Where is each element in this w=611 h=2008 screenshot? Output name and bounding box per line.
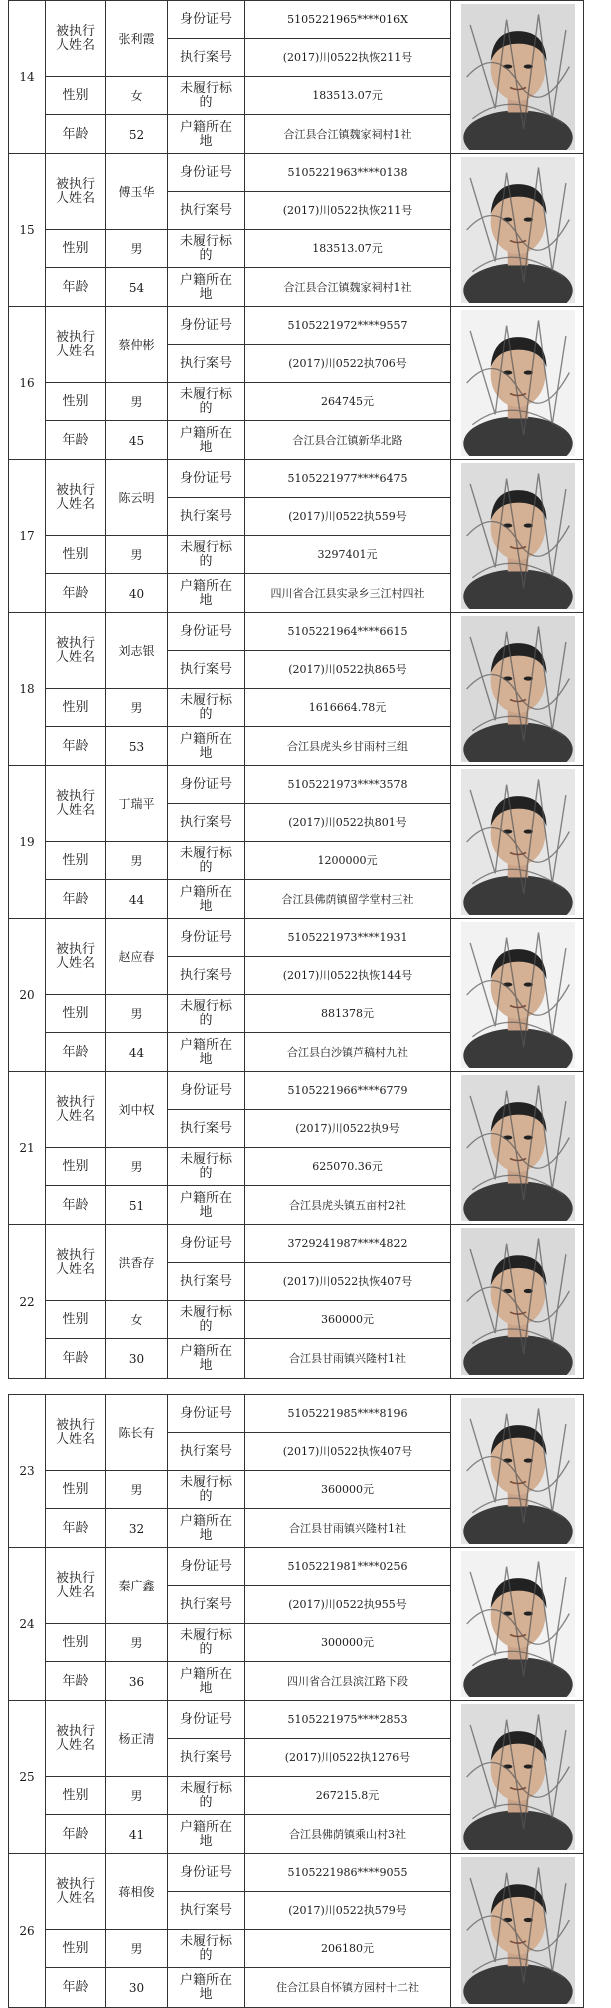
record-number: 21	[9, 1072, 46, 1224]
age-label: 年龄	[46, 727, 106, 766]
age-label: 年龄	[46, 1033, 106, 1072]
gender-value: 男	[106, 1471, 168, 1509]
photo-cell	[451, 460, 585, 612]
name-label: 被执行人姓名	[46, 154, 106, 230]
id-label: 身份证号	[168, 1548, 245, 1586]
amount-value: 1616664.78元	[245, 689, 451, 727]
record-number: 17	[9, 460, 46, 612]
case-value: (2017)川0522执579号	[245, 1892, 451, 1930]
gender-label: 性别	[46, 1301, 106, 1339]
address-value: 合江县虎头镇五亩村2社	[245, 1186, 451, 1225]
record-number: 26	[9, 1854, 46, 2007]
address-label: 户籍所在地	[168, 115, 245, 154]
id-label: 身份证号	[168, 154, 245, 192]
photo-cell	[451, 1701, 585, 1853]
address-value: 合江县甘雨镇兴隆村1社	[245, 1339, 451, 1378]
address-label: 户籍所在地	[168, 1968, 245, 2007]
case-value: (2017)川0522执955号	[245, 1586, 451, 1624]
case-label: 执行案号	[168, 498, 245, 536]
address-label: 户籍所在地	[168, 268, 245, 307]
address-value: 四川省合江县实录乡三江村四社	[245, 574, 451, 613]
id-value: 3729241987****4822	[245, 1225, 451, 1263]
photo-cell	[451, 766, 585, 918]
records-table-1	[8, 0, 584, 1379]
record-number: 18	[9, 613, 46, 765]
gender-value: 男	[106, 1624, 168, 1662]
photo-cell	[451, 1072, 585, 1224]
case-label: 执行案号	[168, 39, 245, 77]
case-label: 执行案号	[168, 1263, 245, 1301]
name-value: 洪香存	[106, 1225, 168, 1301]
photo-cell	[451, 307, 585, 459]
address-value: 合江县佛荫镇乘山村3社	[245, 1815, 451, 1854]
amount-label: 未履行标的	[168, 1930, 245, 1968]
amount-label: 未履行标的	[168, 536, 245, 574]
age-value: 32	[106, 1509, 168, 1548]
record-row	[9, 1854, 583, 2007]
portrait-photo	[461, 1075, 575, 1221]
gender-label: 性别	[46, 689, 106, 727]
age-label: 年龄	[46, 880, 106, 919]
gender-value: 男	[106, 1148, 168, 1186]
gender-label: 性别	[46, 1624, 106, 1662]
gender-value: 女	[106, 77, 168, 115]
gender-value: 男	[106, 1930, 168, 1968]
name-label: 被执行人姓名	[46, 766, 106, 842]
gender-label: 性别	[46, 1777, 106, 1815]
name-value: 秦广鑫	[106, 1548, 168, 1624]
portrait-photo	[461, 157, 575, 303]
age-label: 年龄	[46, 1509, 106, 1548]
amount-label: 未履行标的	[168, 842, 245, 880]
amount-label: 未履行标的	[168, 1471, 245, 1509]
gender-label: 性别	[46, 536, 106, 574]
photo-cell	[451, 1395, 585, 1547]
case-label: 执行案号	[168, 651, 245, 689]
name-value: 赵应春	[106, 919, 168, 995]
gender-value: 男	[106, 689, 168, 727]
amount-label: 未履行标的	[168, 230, 245, 268]
age-value: 45	[106, 421, 168, 460]
record-row	[9, 1548, 583, 1701]
gender-label: 性别	[46, 77, 106, 115]
address-value: 合江县甘雨镇兴隆村1社	[245, 1509, 451, 1548]
portrait-photo	[461, 463, 575, 609]
id-label: 身份证号	[168, 1701, 245, 1739]
address-label: 户籍所在地	[168, 574, 245, 613]
id-label: 身份证号	[168, 1225, 245, 1263]
address-label: 户籍所在地	[168, 1339, 245, 1378]
id-value: 5105221977****6475	[245, 460, 451, 498]
id-value: 5105221986****9055	[245, 1854, 451, 1892]
amount-label: 未履行标的	[168, 77, 245, 115]
amount-value: 183513.07元	[245, 230, 451, 268]
amount-value: 206180元	[245, 1930, 451, 1968]
age-label: 年龄	[46, 1815, 106, 1854]
name-label: 被执行人姓名	[46, 613, 106, 689]
id-value: 5105221973****3578	[245, 766, 451, 804]
id-label: 身份证号	[168, 613, 245, 651]
photo-cell	[451, 1854, 585, 2007]
id-value: 5105221966****6779	[245, 1072, 451, 1110]
id-label: 身份证号	[168, 460, 245, 498]
name-value: 杨正清	[106, 1701, 168, 1777]
address-label: 户籍所在地	[168, 1815, 245, 1854]
portrait-photo	[461, 769, 575, 915]
age-value: 51	[106, 1186, 168, 1225]
record-number: 16	[9, 307, 46, 459]
record-row	[9, 1395, 583, 1548]
age-value: 30	[106, 1968, 168, 2007]
record-row	[9, 1701, 583, 1854]
gender-label: 性别	[46, 995, 106, 1033]
portrait-photo	[461, 616, 575, 762]
age-value: 44	[106, 880, 168, 919]
id-label: 身份证号	[168, 766, 245, 804]
portrait-photo	[461, 1228, 575, 1375]
record-row	[9, 613, 583, 766]
amount-label: 未履行标的	[168, 383, 245, 421]
name-label: 被执行人姓名	[46, 1225, 106, 1301]
record-number: 24	[9, 1548, 46, 1700]
address-label: 户籍所在地	[168, 1033, 245, 1072]
amount-value: 360000元	[245, 1301, 451, 1339]
amount-value: 1200000元	[245, 842, 451, 880]
name-value: 丁瑞平	[106, 766, 168, 842]
id-value: 5105221985****8196	[245, 1395, 451, 1433]
portrait-photo	[461, 1551, 575, 1697]
photo-cell	[451, 919, 585, 1071]
name-label: 被执行人姓名	[46, 460, 106, 536]
gender-label: 性别	[46, 383, 106, 421]
case-label: 执行案号	[168, 957, 245, 995]
age-value: 36	[106, 1662, 168, 1701]
case-label: 执行案号	[168, 192, 245, 230]
gender-label: 性别	[46, 1930, 106, 1968]
name-label: 被执行人姓名	[46, 919, 106, 995]
age-label: 年龄	[46, 1186, 106, 1225]
age-value: 44	[106, 1033, 168, 1072]
case-value: (2017)川0522执1276号	[245, 1739, 451, 1777]
amount-value: 360000元	[245, 1471, 451, 1509]
case-label: 执行案号	[168, 1586, 245, 1624]
case-value: (2017)川0522执9号	[245, 1110, 451, 1148]
amount-label: 未履行标的	[168, 689, 245, 727]
gender-label: 性别	[46, 1148, 106, 1186]
photo-cell	[451, 1, 585, 153]
photo-cell	[451, 1225, 585, 1378]
record-row	[9, 766, 583, 919]
name-value: 刘志银	[106, 613, 168, 689]
age-label: 年龄	[46, 115, 106, 154]
amount-value: 267215.8元	[245, 1777, 451, 1815]
amount-label: 未履行标的	[168, 1148, 245, 1186]
id-label: 身份证号	[168, 1395, 245, 1433]
name-value: 蒋相俊	[106, 1854, 168, 1930]
amount-value: 264745元	[245, 383, 451, 421]
portrait-photo	[461, 922, 575, 1068]
case-label: 执行案号	[168, 1433, 245, 1471]
address-value: 合江县虎头乡甘雨村三组	[245, 727, 451, 766]
amount-value: 625070.36元	[245, 1148, 451, 1186]
address-label: 户籍所在地	[168, 421, 245, 460]
case-label: 执行案号	[168, 1892, 245, 1930]
id-value: 5105221975****2853	[245, 1701, 451, 1739]
age-value: 30	[106, 1339, 168, 1378]
case-value: (2017)川0522执恢407号	[245, 1433, 451, 1471]
name-label: 被执行人姓名	[46, 1854, 106, 1930]
amount-value: 300000元	[245, 1624, 451, 1662]
portrait-photo	[461, 1704, 575, 1850]
age-value: 54	[106, 268, 168, 307]
name-value: 蔡仲彬	[106, 307, 168, 383]
id-value: 5105221972****9557	[245, 307, 451, 345]
gender-label: 性别	[46, 842, 106, 880]
record-number: 14	[9, 1, 46, 153]
address-label: 户籍所在地	[168, 1186, 245, 1225]
name-value: 刘中权	[106, 1072, 168, 1148]
name-value: 陈长有	[106, 1395, 168, 1471]
gender-value: 女	[106, 1301, 168, 1339]
id-label: 身份证号	[168, 1854, 245, 1892]
address-label: 户籍所在地	[168, 727, 245, 766]
case-value: (2017)川0522执恢144号	[245, 957, 451, 995]
portrait-photo	[461, 1857, 575, 2004]
photo-cell	[451, 154, 585, 306]
name-label: 被执行人姓名	[46, 1548, 106, 1624]
case-value: (2017)川0522执706号	[245, 345, 451, 383]
address-label: 户籍所在地	[168, 880, 245, 919]
id-label: 身份证号	[168, 919, 245, 957]
address-label: 户籍所在地	[168, 1509, 245, 1548]
id-value: 5105221981****0256	[245, 1548, 451, 1586]
name-label: 被执行人姓名	[46, 1395, 106, 1471]
case-label: 执行案号	[168, 1110, 245, 1148]
portrait-photo	[461, 4, 575, 150]
photo-cell	[451, 1548, 585, 1700]
age-label: 年龄	[46, 421, 106, 460]
name-value: 陈云明	[106, 460, 168, 536]
record-row	[9, 919, 583, 1072]
record-row	[9, 1072, 583, 1225]
record-number: 22	[9, 1225, 46, 1378]
amount-label: 未履行标的	[168, 1777, 245, 1815]
portrait-photo	[461, 310, 575, 456]
record-row	[9, 1, 583, 154]
age-value: 52	[106, 115, 168, 154]
address-label: 户籍所在地	[168, 1662, 245, 1701]
address-value: 合江县合江镇魏家祠村1社	[245, 268, 451, 307]
record-row	[9, 1225, 583, 1378]
portrait-photo	[461, 1398, 575, 1544]
gender-value: 男	[106, 383, 168, 421]
id-label: 身份证号	[168, 307, 245, 345]
id-value: 5105221964****6615	[245, 613, 451, 651]
id-label: 身份证号	[168, 1072, 245, 1110]
id-label: 身份证号	[168, 1, 245, 39]
record-number: 25	[9, 1701, 46, 1853]
address-value: 住合江县自怀镇方园村十二社	[245, 1968, 451, 2007]
name-label: 被执行人姓名	[46, 1701, 106, 1777]
amount-value: 3297401元	[245, 536, 451, 574]
record-row	[9, 307, 583, 460]
amount-label: 未履行标的	[168, 1301, 245, 1339]
amount-label: 未履行标的	[168, 995, 245, 1033]
name-value: 傅玉华	[106, 154, 168, 230]
name-label: 被执行人姓名	[46, 1, 106, 77]
case-label: 执行案号	[168, 804, 245, 842]
age-label: 年龄	[46, 574, 106, 613]
amount-label: 未履行标的	[168, 1624, 245, 1662]
address-value: 合江县合江镇新华北路	[245, 421, 451, 460]
id-value: 5105221963****0138	[245, 154, 451, 192]
record-row	[9, 460, 583, 613]
address-value: 四川省合江县滨江路下段	[245, 1662, 451, 1701]
address-value: 合江县佛荫镇留学堂村三社	[245, 880, 451, 919]
age-value: 40	[106, 574, 168, 613]
age-label: 年龄	[46, 268, 106, 307]
age-value: 41	[106, 1815, 168, 1854]
age-value: 53	[106, 727, 168, 766]
case-value: (2017)川0522执恢211号	[245, 192, 451, 230]
address-value: 合江县合江镇魏家祠村1社	[245, 115, 451, 154]
record-number: 19	[9, 766, 46, 918]
case-value: (2017)川0522执865号	[245, 651, 451, 689]
age-label: 年龄	[46, 1339, 106, 1378]
gender-value: 男	[106, 842, 168, 880]
amount-value: 881378元	[245, 995, 451, 1033]
age-label: 年龄	[46, 1662, 106, 1701]
photo-cell	[451, 613, 585, 765]
name-label: 被执行人姓名	[46, 1072, 106, 1148]
record-number: 23	[9, 1395, 46, 1547]
case-value: (2017)川0522执恢211号	[245, 39, 451, 77]
case-value: (2017)川0522执恢407号	[245, 1263, 451, 1301]
gender-value: 男	[106, 1777, 168, 1815]
case-value: (2017)川0522执801号	[245, 804, 451, 842]
case-value: (2017)川0522执559号	[245, 498, 451, 536]
amount-value: 183513.07元	[245, 77, 451, 115]
gender-label: 性别	[46, 230, 106, 268]
record-number: 20	[9, 919, 46, 1071]
id-value: 5105221965****016X	[245, 1, 451, 39]
age-label: 年龄	[46, 1968, 106, 2007]
gender-value: 男	[106, 230, 168, 268]
gender-value: 男	[106, 536, 168, 574]
gender-label: 性别	[46, 1471, 106, 1509]
record-row	[9, 154, 583, 307]
case-label: 执行案号	[168, 1739, 245, 1777]
name-label: 被执行人姓名	[46, 307, 106, 383]
address-value: 合江县白沙镇芦稿村九社	[245, 1033, 451, 1072]
id-value: 5105221973****1931	[245, 919, 451, 957]
records-table-2	[8, 1394, 584, 2008]
case-label: 执行案号	[168, 345, 245, 383]
name-value: 张利霞	[106, 1, 168, 77]
record-number: 15	[9, 154, 46, 306]
gender-value: 男	[106, 995, 168, 1033]
